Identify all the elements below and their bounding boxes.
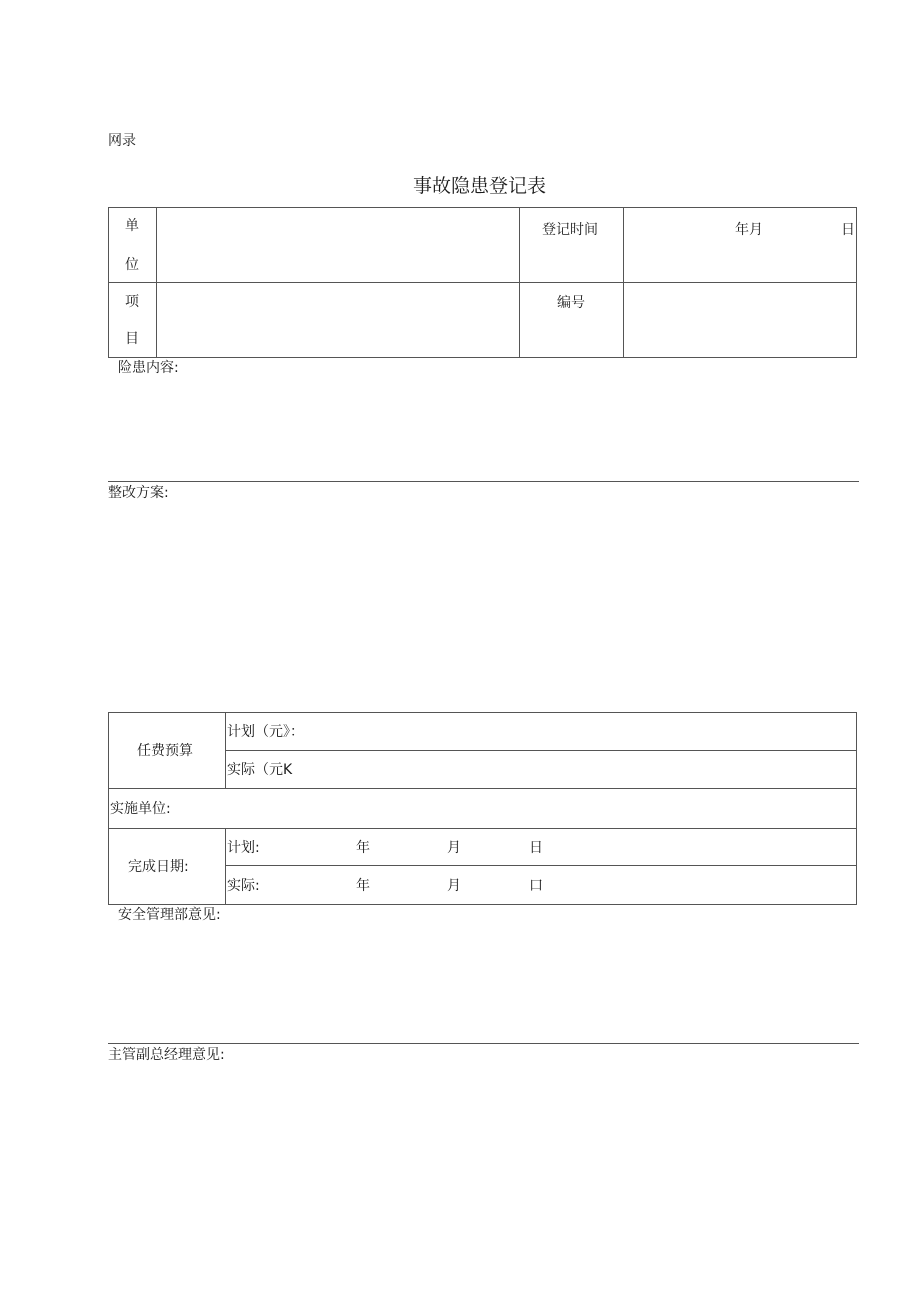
completion-col-divider [225, 828, 226, 904]
divider-line-1 [108, 481, 859, 482]
reg-time-year-month: 年月 [735, 222, 763, 238]
note-label: 网录 [108, 133, 136, 149]
budget-table [108, 712, 857, 905]
top-table-row-divider [109, 282, 856, 283]
number-label: 编号 [557, 295, 585, 311]
completion-actual-year: 年 [356, 878, 370, 894]
budget-actual-label: 实际（元K [227, 762, 293, 778]
budget-row-divider [226, 750, 856, 751]
impl-unit-field[interactable] [110, 790, 855, 827]
reg-time-label: 登记时间 [542, 222, 598, 238]
impl-row-bottom [109, 828, 856, 829]
project-label-1: 项 [125, 294, 139, 310]
reg-time-day: 日 [841, 222, 855, 238]
impl-unit-label: 实施单位: [110, 801, 171, 817]
budget-plan-field[interactable] [227, 714, 855, 749]
project-label-2: 目 [125, 331, 139, 347]
safety-dept-opinion-area[interactable] [108, 925, 858, 1039]
completion-plan-year: 年 [356, 840, 370, 856]
rectification-plan-label: 整改方案: [108, 485, 169, 501]
budget-label: 任费预算 [137, 743, 193, 759]
top-table-col-divider-1 [156, 208, 157, 357]
unit-field[interactable] [158, 209, 517, 281]
number-field[interactable] [625, 284, 855, 356]
divider-line-2 [108, 1043, 859, 1044]
completion-plan-day: 日 [529, 840, 543, 856]
hazard-content-area[interactable] [108, 378, 858, 478]
completion-actual-day: 口 [529, 878, 543, 894]
completion-plan-month: 月 [447, 840, 461, 856]
page-title: 事故隐患登记表 [413, 175, 547, 197]
completion-row-divider [226, 865, 856, 866]
completion-plan-label: 计划: [227, 840, 260, 856]
hazard-content-label: 险患内容: [118, 360, 179, 376]
completion-plan-field[interactable] [227, 830, 855, 864]
top-table-col-divider-3 [623, 208, 624, 357]
budget-actual-field[interactable] [227, 752, 855, 787]
deputy-gm-opinion-area[interactable] [108, 1065, 858, 1225]
completion-date-label: 完成日期: [128, 859, 189, 875]
top-table [108, 207, 857, 358]
rectification-plan-area[interactable] [108, 503, 858, 703]
impl-row-top [109, 788, 856, 789]
deputy-gm-opinion-label: 主管副总经理意见: [108, 1047, 225, 1063]
budget-col-divider [225, 713, 226, 788]
completion-actual-month: 月 [447, 878, 461, 894]
safety-dept-opinion-label: 安全管理部意见: [118, 907, 221, 923]
budget-plan-label: 计划（元》： [227, 724, 304, 740]
completion-actual-field[interactable] [227, 867, 855, 903]
project-field[interactable] [158, 284, 517, 356]
completion-actual-label: 实际: [227, 878, 260, 894]
reg-time-field[interactable] [625, 209, 855, 281]
top-table-col-divider-2 [519, 208, 520, 357]
unit-label-1: 单 [125, 218, 139, 234]
unit-label-2: 位 [125, 257, 139, 273]
